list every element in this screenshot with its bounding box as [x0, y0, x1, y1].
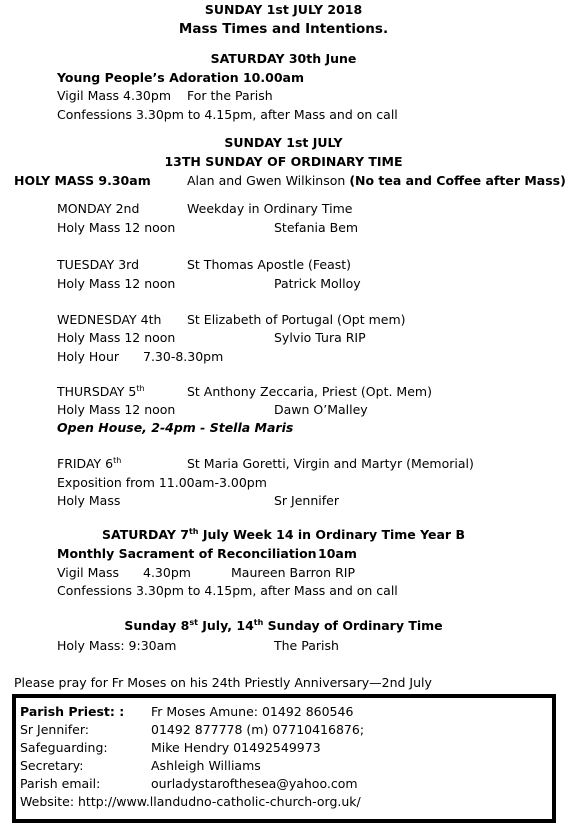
priest-label: Parish Priest: : — [20, 704, 125, 719]
thursday-feast: St Anthony Zeccaria, Priest (Opt. Mem) — [187, 384, 432, 399]
tuesday-feast: St Thomas Apostle (Feast) — [187, 257, 352, 272]
tuesday-day: TUESDAY 3rd — [57, 257, 140, 272]
friday-day-suffix: th — [113, 456, 122, 465]
sunday-8-heading-c: Sunday of Ordinary Time — [263, 618, 443, 633]
contact-box — [12, 694, 556, 823]
exposition-line: Exposition from 11.00am-3.00pm — [57, 475, 267, 490]
website-link[interactable]: Website: http://www.llandudno-catholic-church-org.uk/ — [20, 794, 361, 809]
saturday-7-heading-b: July Week 14 in Ordinary Time Year B — [198, 527, 465, 542]
sunday-8-heading — [0, 620, 567, 633]
sunday-8-heading-b: July, 14 — [197, 618, 254, 633]
jennifer-value: 01492 877778 (m) 07710416876; — [151, 722, 365, 737]
thursday-day-text: THURSDAY 5 — [57, 384, 137, 399]
reconciliation-label: Monthly Sacrament of Reconciliation — [57, 546, 317, 561]
saturday-7-heading-suffix: th — [188, 527, 199, 536]
monday-intention: Stefania Bem — [274, 220, 359, 235]
thursday-day-suffix: th — [136, 384, 145, 393]
priest-value: Fr Moses Amune: 01492 860546 — [151, 704, 354, 719]
tuesday-mass: Holy Mass 12 noon — [57, 276, 176, 291]
open-house-note: Open House, 2-4pm - Stella Maris — [57, 420, 294, 435]
holy-hour-label: Holy Hour — [57, 349, 119, 364]
adoration-line: Young People’s Adoration 10.00am — [57, 70, 304, 85]
wednesday-feast: St Elizabeth of Portugal (Opt mem) — [187, 312, 406, 327]
tuesday-intention: Patrick Molloy — [274, 276, 361, 291]
saturday-7-vigil-intention: Maureen Barron RIP — [231, 565, 355, 580]
sunday-8-mass: Holy Mass: 9:30am — [57, 638, 177, 653]
holy-hour-time: 7.30-8.30pm — [143, 349, 224, 364]
page-title: Mass Times and Intentions. — [178, 21, 389, 37]
saturday-7-vigil-label: Vigil Mass — [57, 565, 120, 580]
sunday-8-intention: The Parish — [274, 638, 339, 653]
monday-feast: Weekday in Ordinary Time — [187, 201, 353, 216]
friday-feast: St Maria Goretti, Virgin and Martyr (Memorial) — [187, 456, 474, 471]
monday-mass: Holy Mass 12 noon — [57, 220, 176, 235]
saturday-7-confessions: Confessions 3.30pm to 4.15pm, after Mass and on call — [57, 583, 398, 598]
friday-day — [57, 458, 121, 471]
wednesday-mass: Holy Mass 12 noon — [57, 330, 176, 345]
sunday-1-heading: SUNDAY 1st JULY — [224, 135, 343, 150]
jennifer-label: Sr Jennifer: — [20, 722, 89, 737]
thursday-mass: Holy Mass 12 noon — [57, 402, 176, 417]
vigil-mass-intention: For the Parish — [187, 88, 273, 103]
thursday-intention: Dawn O’Malley — [274, 402, 368, 417]
holy-mass-sunday-label: HOLY MASS 9.30am — [14, 173, 151, 188]
safeguarding-label: Safeguarding: — [20, 740, 108, 755]
sunday-8-suffix-2: th — [253, 618, 264, 627]
saturday-7-vigil-time: 4.30pm — [143, 565, 191, 580]
safeguarding-value: Mike Hendry 01492549973 — [151, 740, 321, 755]
vigil-mass-label: Vigil Mass 4.30pm — [57, 88, 171, 103]
friday-day-text: FRIDAY 6 — [57, 456, 114, 471]
secretary-label: Secretary: — [20, 758, 84, 773]
saturday-7-heading-a: SATURDAY 7 — [102, 527, 189, 542]
sunday-intention-name: Alan and Gwen Wilkinson — [187, 173, 346, 188]
thursday-day — [57, 386, 145, 399]
sunday-8-suffix-1: st — [189, 618, 198, 627]
sunday-8-heading-a: Sunday 8 — [124, 618, 190, 633]
secretary-value: Ashleigh Williams — [151, 758, 261, 773]
reconciliation-time: 10am — [318, 546, 357, 561]
wednesday-intention: Sylvio Tura RIP — [274, 330, 366, 345]
saturday-7-heading — [0, 529, 567, 542]
saturday-30-heading: SATURDAY 30th June — [210, 51, 357, 66]
confessions-line: Confessions 3.30pm to 4.15pm, after Mass and on call — [57, 107, 398, 122]
email-label: Parish email: — [20, 776, 101, 791]
friday-mass: Holy Mass — [57, 493, 121, 508]
monday-day: MONDAY 2nd — [57, 201, 140, 216]
prayer-note: Please pray for Fr Moses on his 24th Priestly Anniversary—2nd July — [14, 675, 432, 690]
sunday-mass-intention — [187, 175, 566, 188]
email-value[interactable]: ourladystarofthesea@yahoo.com — [151, 776, 358, 791]
bulletin-date: SUNDAY 1st JULY 2018 — [204, 2, 363, 17]
friday-intention: Sr Jennifer — [274, 493, 339, 508]
wednesday-day: WEDNESDAY 4th — [57, 312, 162, 327]
sunday-note: (No tea and Coffee after Mass) — [349, 173, 566, 188]
sunday-1-subheading: 13TH SUNDAY OF ORDINARY TIME — [164, 154, 403, 169]
